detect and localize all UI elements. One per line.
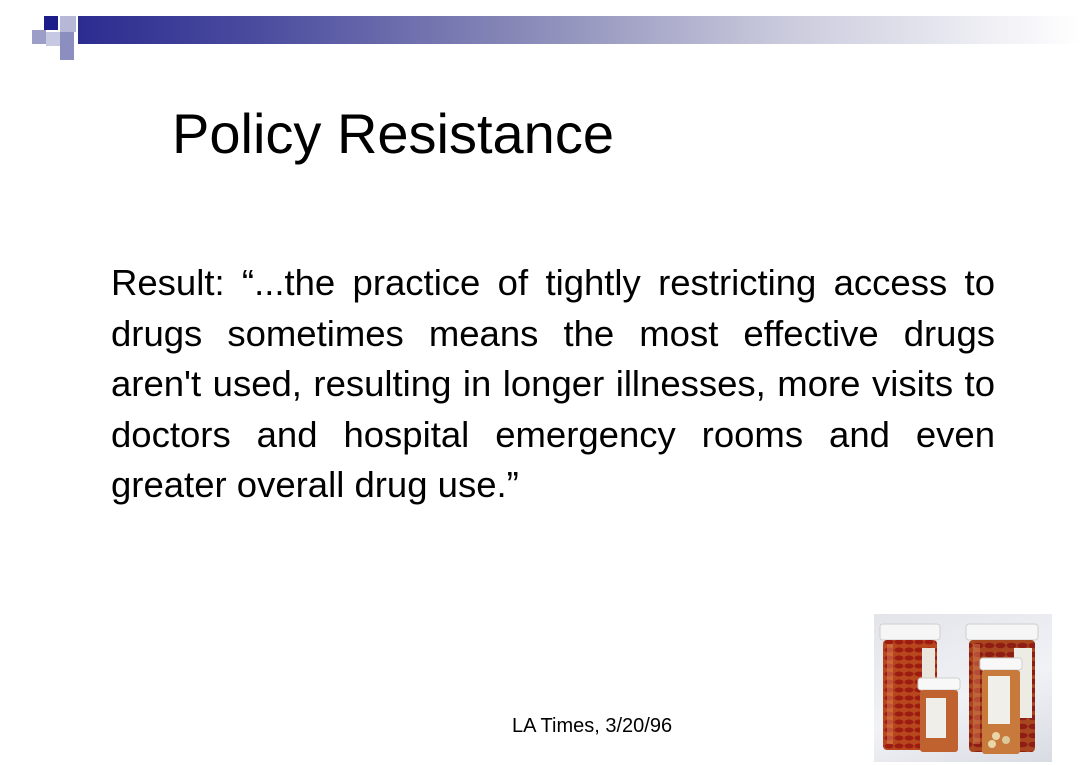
slide-title: Policy Resistance (172, 102, 614, 165)
slide-body-quote: Result: “...the practice of tightly restricting access to drugs sometimes means the most effective drugs aren't used, resulting in longer illnesses, more visits to doctors and hospital emergency rooms and even greater overall drug use.” (111, 262, 995, 505)
header-square (46, 32, 60, 46)
source-citation: LA Times, 3/20/96 (512, 715, 673, 737)
pill-bottle-small (918, 678, 960, 752)
header-square (60, 32, 74, 60)
pill-bottle-small-right (980, 658, 1022, 754)
header-square (44, 16, 58, 30)
header-square (32, 30, 46, 44)
header-square (60, 16, 76, 32)
pill-bottles-photo (874, 614, 1052, 762)
header-gradient-bar (78, 16, 1080, 44)
